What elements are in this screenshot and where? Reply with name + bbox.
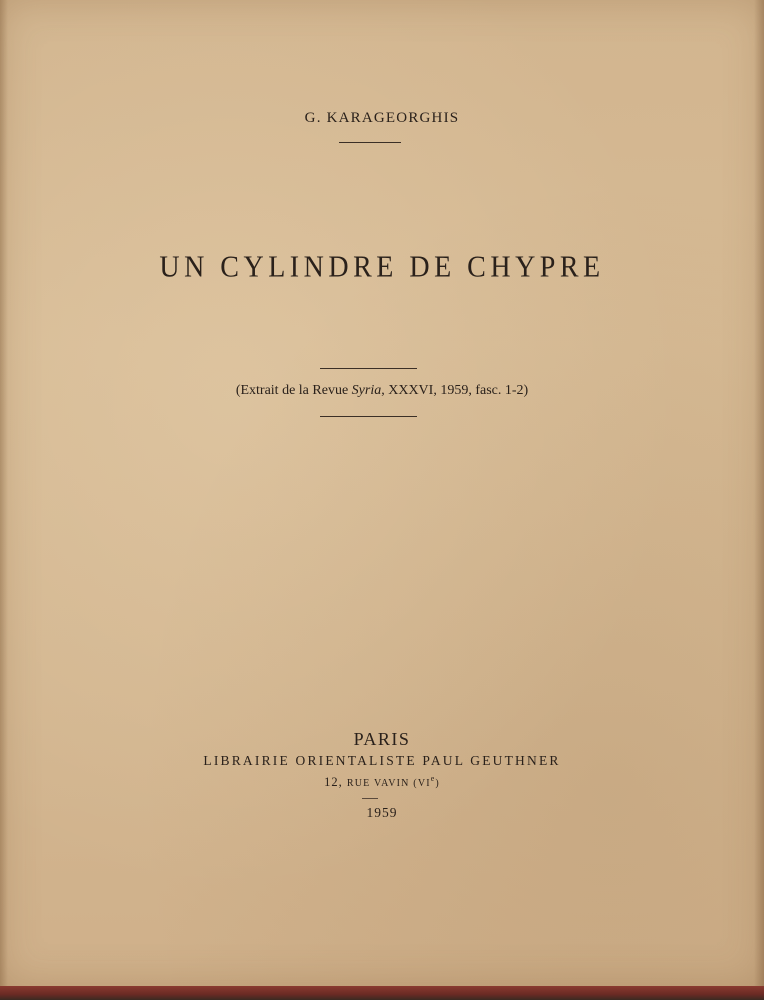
address-close: ) xyxy=(435,778,440,790)
page-shadow-right xyxy=(754,0,764,986)
address-superscript: e xyxy=(430,774,436,783)
address-number: 12, xyxy=(324,775,343,790)
extract-suffix: , XXXVI, 1959, fasc. 1-2) xyxy=(381,383,529,398)
document-title: UN CYLINDRE DE CHYPRE xyxy=(159,250,605,285)
extract-divider-top xyxy=(320,368,417,369)
imprint-address xyxy=(0,774,764,790)
imprint-city: PARIS xyxy=(353,729,411,749)
extract-divider-bottom xyxy=(320,416,417,417)
extract-note xyxy=(0,383,764,399)
author-divider xyxy=(339,142,401,143)
address-street: RUE VAVIN (VI xyxy=(346,778,431,790)
page-bottom-edge xyxy=(0,986,764,1000)
imprint-year: 1959 xyxy=(366,805,398,820)
extract-prefix: (Extrait de la Revue xyxy=(235,383,352,398)
journal-name: Syria xyxy=(351,383,382,398)
imprint-publisher: LIBRAIRIE ORIENTALISTE PAUL GEUTHNER xyxy=(203,753,561,768)
year-divider xyxy=(362,798,378,799)
page-shadow-left xyxy=(0,0,8,986)
author-name: G. KARAGEORGHIS xyxy=(304,110,460,126)
